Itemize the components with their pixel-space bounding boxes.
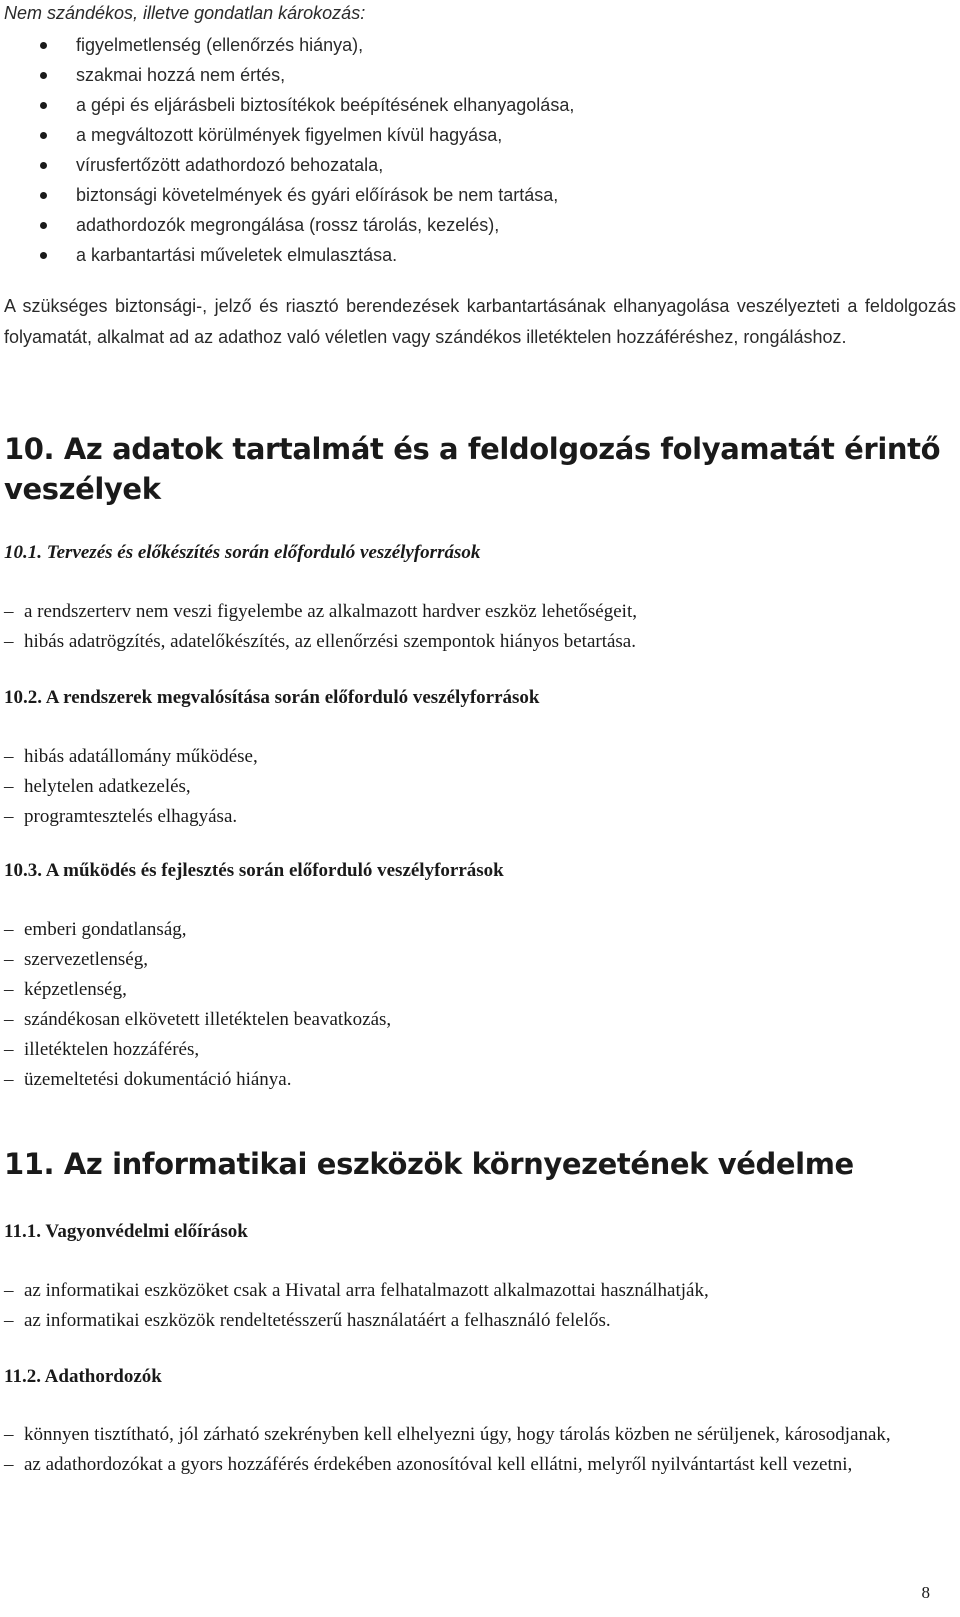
list-item: – szervezetlenség, [4,945,956,975]
bullet-icon [40,132,47,139]
dash-icon: – [4,631,14,652]
bullet-icon [40,42,47,49]
dash-icon: – [4,1424,14,1445]
section-11-2-list [4,1420,956,1479]
section-10-3-list [4,915,956,1095]
dash-icon: – [4,949,14,970]
list-item: – képzetlenség, [4,975,956,1005]
intro-bullet-list [40,30,574,270]
list-item: a gépi és eljárásbeli biztosítékok beépítésének elhanyagolása, [40,90,574,120]
maintenance-paragraph: A szükséges biztonsági-, jelző és riasztó berendezések karbantartásának elhanyagolása veszélyezteti a feldolgozás folyamatát, alkalmat ad az adathoz való véletlen vagy szándékos illetéktelen hozzáféréshez, rongáláshoz. [4,296,956,347]
dash-icon: – [4,1069,14,1090]
page-number: 8 [921,1583,930,1602]
bullet-icon [40,162,47,169]
list-item: – az adathordozókat a gyors hozzáférés érdekében azonosítóval kell ellátni, melyről nyilvántartást kell vezetni, [4,1450,956,1479]
list-item: – könnyen tisztítható, jól zárható szekrényben kell elhelyezni úgy, hogy tárolás közben ne sérüljenek, károsodjanak, [4,1420,956,1449]
section-10-2-list [4,742,956,832]
section-11-1-heading: 11.1. Vagyonvédelmi előírások [4,1221,248,1242]
list-item: – programtesztelés elhagyása. [4,802,956,832]
list-item: adathordozók megrongálása (rossz tárolás, kezelés), [40,210,574,240]
list-item: a megváltozott körülmények figyelmen kívül hagyása, [40,120,574,150]
list-item: – az informatikai eszközöket csak a Hivatal arra felhatalmazott alkalmazottai használhatják, [4,1276,956,1306]
bullet-icon [40,222,47,229]
dash-icon: – [4,1280,14,1301]
list-item: figyelmetlenség (ellenőrzés hiánya), [40,30,574,60]
intro-heading: Nem szándékos, illetve gondatlan károkozás: [4,3,366,23]
section-10-1-list [4,597,956,657]
dash-icon: – [4,776,14,797]
list-item: – a rendszerterv nem veszi figyelembe az alkalmazott hardver eszköz lehetőségeit, [4,597,956,627]
list-item: szakmai hozzá nem értés, [40,60,574,90]
dash-icon: – [4,746,14,767]
list-item: – emberi gondatlanság, [4,915,956,945]
section-10-1-heading: 10.1. Tervezés és előkészítés során előforduló veszélyforrások [4,542,481,563]
bullet-icon [40,192,47,199]
list-item: – helytelen adatkezelés, [4,772,956,802]
list-item: – hibás adatállomány működése, [4,742,956,772]
list-item: – hibás adatrögzítés, adatelőkészítés, az ellenőrzési szempontok hiányos betartása. [4,627,956,657]
list-item: vírusfertőzött adathordozó behozatala, [40,150,574,180]
dash-icon: – [4,919,14,940]
section-11-heading: 11. Az informatikai eszközök környezetének védelme [4,1147,854,1181]
dash-icon: – [4,1454,14,1475]
section-10-3-heading: 10.3. A működés és fejlesztés során előforduló veszélyforrások [4,860,504,881]
section-11-1-list [4,1276,956,1336]
bullet-icon [40,72,47,79]
bullet-icon [40,102,47,109]
bullet-icon [40,252,47,259]
list-item: biztonsági követelmények és gyári előírások be nem tartása, [40,180,574,210]
list-item: – szándékosan elkövetett illetéktelen beavatkozás, [4,1005,956,1035]
dash-icon: – [4,979,14,1000]
list-item: – illetéktelen hozzáférés, [4,1035,956,1065]
dash-icon: – [4,1009,14,1030]
section-10-heading: 10. Az adatok tartalmát és a feldolgozás folyamatát érintő veszélyek [4,432,941,506]
list-item: a karbantartási műveletek elmulasztása. [40,240,574,270]
list-item: – üzemeltetési dokumentáció hiánya. [4,1065,956,1095]
section-10-2-heading: 10.2. A rendszerek megvalósítása során előforduló veszélyforrások [4,687,540,708]
dash-icon: – [4,1310,14,1331]
dash-icon: – [4,1039,14,1060]
section-11-2-heading: 11.2. Adathordozók [4,1366,162,1387]
list-item: – az informatikai eszközök rendeltetésszerű használatáért a felhasználó felelős. [4,1306,956,1336]
dash-icon: – [4,806,14,827]
dash-icon: – [4,601,14,622]
